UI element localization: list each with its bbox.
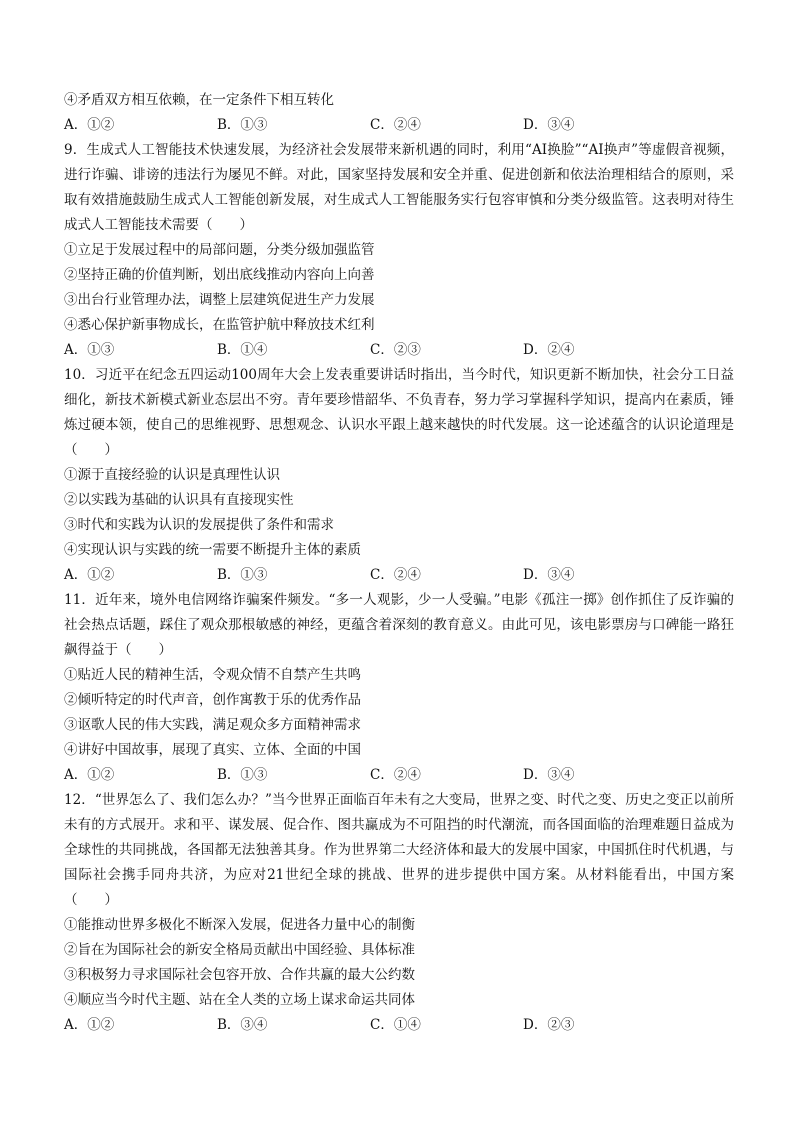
choice-a: A．①②: [64, 1017, 115, 1033]
answer-choices: [64, 338, 734, 363]
statement-line: ①能推动世界多极化不断深入发展，促进各力量中心的制衡: [64, 917, 415, 933]
choice-a: A．①③: [64, 342, 115, 358]
choice-b: B．①③: [217, 767, 268, 783]
choice-d: D．②③: [523, 1017, 575, 1033]
question-stem: 12．“世界怎么了、我们怎么办？”当今世界正面临百年未有之大变局，世界之变、时代之变、历史之变正以前所未有的方式展开。求和平、谋发展、促合作、图共赢成为不可阻挡的时代潮流，而各国面临的治理难题日益成为全球性的共同挑战，各国都无法独善其身。作为世界第二大经济体和最大的发展中国家，中国抓住时代机遇，与国际社会携手同舟共济，为应对21世纪全球的挑战、世界的进步提供中国方案。从材料能看出，中国方案（ ）: [64, 792, 734, 908]
statement-line: ④讲好中国故事，展现了真实、立体、全面的中国: [64, 742, 361, 758]
answer-choices: [64, 113, 734, 138]
choice-c: C．②④: [370, 767, 421, 783]
statement-line: ③积极努力寻求国际社会包容开放、合作共赢的最大公约数: [64, 967, 415, 983]
answer-choices: [64, 1013, 734, 1038]
choice-c: C．②③: [370, 342, 421, 358]
statement-line: ④悉心保护新事物成长，在监管护航中释放技术红利: [64, 317, 375, 333]
answer-choices: [64, 563, 734, 588]
question-12: [64, 788, 734, 1038]
choice-b: B．①③: [217, 117, 268, 133]
choice-b: B．①③: [217, 567, 268, 583]
choice-d: D．②④: [523, 342, 575, 358]
statement-line: ④顺应当今时代主题、站在全人类的立场上谋求命运共同体: [64, 992, 415, 1008]
choice-d: D．③④: [523, 567, 575, 583]
statement-line: ②旨在为国际社会的新安全格局贡献出中国经验、具体标准: [64, 942, 415, 958]
question-11: [64, 588, 734, 788]
question-stem: 10．习近平在纪念五四运动100周年大会上发表重要讲话时指出，当今时代，知识更新不断加快，社会分工日益细化，新技术新模式新业态层出不穷。青年要珍惜韶华、不负青春，努力学习掌握科学知识，提高内在素质，锤炼过硬本领，使自己的思维视野、思想观念、认识水平跟上越来越快的时代发展。这一论述蕴含的认识论道理是（ ）: [64, 367, 734, 458]
choice-c: C．②④: [370, 567, 421, 583]
choice-d: D．③④: [523, 117, 575, 133]
statement-line: ③时代和实践为认识的发展提供了条件和需求: [64, 517, 334, 533]
exam-page: [64, 88, 734, 1038]
statement-line: ③出台行业管理办法，调整上层建筑促进生产力发展: [64, 292, 375, 308]
question-stem: 9．生成式人工智能技术快速发展，为经济社会发展带来新机遇的同时，利用“AI换脸”“AI换声”等虚假音视频，进行诈骗、诽谤的违法行为屡见不鲜。对此，国家坚持发展和安全并重、促进创新和依法治理相结合的原则，采取有效措施鼓励生成式人工智能创新发展，对生成式人工智能服务实行包容审慎和分类分级监管。这表明对待生成式人工智能技术需要（ ）: [64, 142, 734, 233]
choice-b: B．①④: [217, 342, 268, 358]
statement-line: ②倾听特定的时代声音，创作寓教于乐的优秀作品: [64, 692, 361, 708]
statement-line: ④实现认识与实践的统一需要不断提升主体的素质: [64, 542, 361, 558]
question-9: [64, 138, 734, 363]
choice-c: C．①④: [370, 1017, 421, 1033]
statement-line: ③讴歌人民的伟大实践，满足观众多方面精神需求: [64, 717, 361, 733]
choice-d: D．③④: [523, 767, 575, 783]
statement-line: ④矛盾双方相互依赖，在一定条件下相互转化: [64, 92, 334, 108]
choice-a: A．①②: [64, 117, 115, 133]
statement-line: ①贴近人民的精神生活，令观众情不自禁产生共鸣: [64, 667, 361, 683]
statement-line: ②坚持正确的价值判断，划出底线推动内容向上向善: [64, 267, 375, 283]
choice-a: A．①②: [64, 767, 115, 783]
choice-a: A．①②: [64, 567, 115, 583]
statement-line: ①源于直接经验的认识是真理性认识: [64, 467, 280, 483]
answer-choices: [64, 763, 734, 788]
question-10: [64, 363, 734, 588]
choice-b: B．③④: [217, 1017, 268, 1033]
statement-line: ①立足于发展过程中的局部问题，分类分级加强监管: [64, 242, 375, 258]
choice-c: C．②④: [370, 117, 421, 133]
statement-line: ②以实践为基础的认识具有直接现实性: [64, 492, 294, 508]
question-stem: 11．近年来，境外电信网络诈骗案件频发。“多一人观影，少一人受骗。”电影《孤注一掷》创作抓住了反诈骗的社会热点话题，踩住了观众那根敏感的神经，更蕴含着深刻的教育意义。由此可见，该电影票房与口碑能一路狂飙得益于（ ）: [64, 592, 734, 658]
